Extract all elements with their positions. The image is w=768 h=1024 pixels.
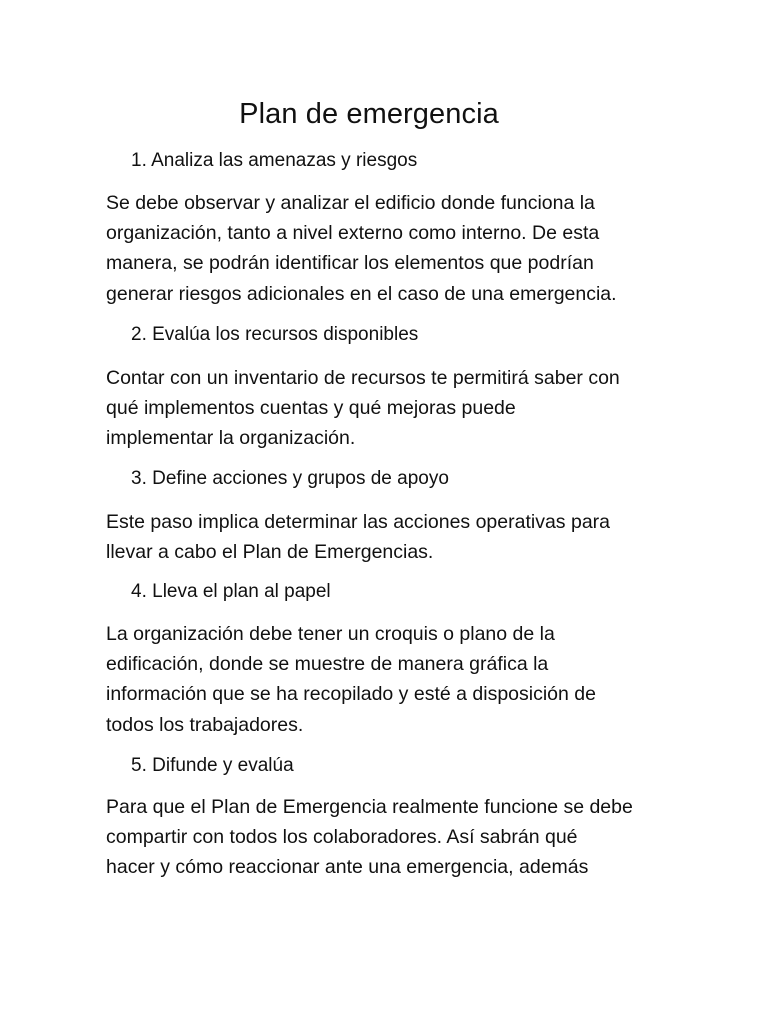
paragraph-line: manera, se podrán identificar los elementos que podrían xyxy=(106,252,594,275)
section-paragraph xyxy=(106,188,706,309)
section-paragraph xyxy=(106,619,706,740)
section-paragraph xyxy=(106,363,706,454)
section-heading: 2. Evalúa los recursos disponibles xyxy=(131,324,419,345)
section-paragraph xyxy=(106,507,706,567)
paragraph-line: compartir con todos los colaboradores. Así sabrán qué xyxy=(106,826,578,849)
paragraph-line: implementar la organización. xyxy=(106,427,356,450)
paragraph-line: Para que el Plan de Emergencia realmente funcione se debe xyxy=(106,796,633,818)
section-heading: 3. Define acciones y grupos de apoyo xyxy=(131,468,449,489)
paragraph-line: organización, tanto a nivel externo como interno. De esta xyxy=(106,222,600,245)
paragraph-line: generar riesgos adicionales en el caso de una emergencia. xyxy=(106,282,617,305)
section-heading: 5. Difunde y evalúa xyxy=(131,755,294,776)
paragraph-line: todos los trabajadores. xyxy=(106,713,304,736)
paragraph-line: hacer y cómo reaccionar ante una emergencia, además xyxy=(106,856,589,879)
paragraph-line: La organización debe tener un croquis o plano de la xyxy=(106,623,555,645)
paragraph-line: qué implementos cuentas y qué mejoras puede xyxy=(106,397,516,420)
section-paragraph xyxy=(106,792,706,883)
section-heading: 1. Analiza las amenazas y riesgos xyxy=(131,150,418,171)
paragraph-line: Contar con un inventario de recursos te permitirá saber con xyxy=(106,367,620,389)
paragraph-line: llevar a cabo el Plan de Emergencias. xyxy=(106,541,434,564)
page-title: Plan de emergencia xyxy=(239,98,499,130)
paragraph-line: Se debe observar y analizar el edificio donde funciona la xyxy=(106,192,595,214)
section-heading: 4. Lleva el plan al papel xyxy=(131,581,331,602)
paragraph-line: edificación, donde se muestre de manera gráfica la xyxy=(106,653,549,676)
paragraph-line: información que se ha recopilado y esté a disposición de xyxy=(106,683,596,706)
paragraph-line: Este paso implica determinar las acciones operativas para xyxy=(106,511,611,533)
